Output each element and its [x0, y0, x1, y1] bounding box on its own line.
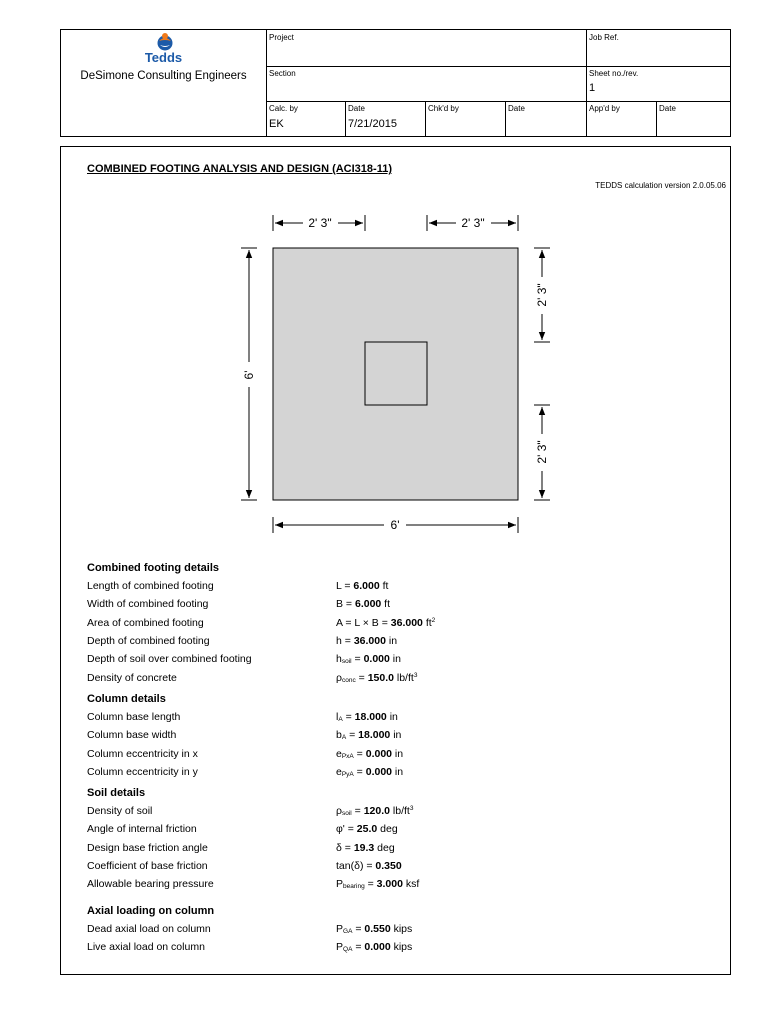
- footing-plan-drawing: [61, 147, 730, 547]
- value-number: 36.000: [390, 616, 423, 629]
- top-left-dim-label: 2' 3": [308, 216, 332, 230]
- value-equals: =: [342, 711, 355, 723]
- parameter-value: [336, 598, 390, 610]
- divider: [266, 101, 730, 102]
- parameter-value: [336, 653, 401, 665]
- value-unit: kips: [390, 941, 413, 954]
- parameter-value: [336, 711, 398, 723]
- right-bottom-dim-label: 2' 3": [535, 440, 549, 464]
- divider: [266, 30, 267, 136]
- value-symbol: tan(δ) =: [336, 859, 376, 872]
- footing-outline: [273, 248, 518, 500]
- date-value: 7/21/2015: [348, 118, 397, 130]
- value-number: 0.000: [365, 765, 393, 778]
- parameter-label: Column base width: [87, 729, 177, 742]
- parameter-value: [336, 805, 413, 817]
- parameter-value: [336, 672, 417, 684]
- value-subscript: bearing: [343, 883, 365, 891]
- left-dim-label: 6': [242, 370, 256, 380]
- value-unit: kips: [390, 923, 413, 935]
- parameter-label: Density of soil: [87, 805, 153, 817]
- value-number: 6.000: [354, 598, 382, 611]
- value-superscript: 2: [431, 616, 436, 624]
- value-subscript: PyA: [341, 770, 354, 778]
- value-number: 150.0: [367, 671, 394, 684]
- section-heading: Column details: [87, 693, 166, 705]
- value-symbol: ρ: [336, 671, 342, 684]
- divider: [266, 66, 730, 67]
- parameter-value: [336, 860, 402, 872]
- parameter-value: [336, 878, 419, 890]
- parameter-value: [336, 729, 401, 741]
- value-symbol: P: [336, 923, 344, 935]
- value-unit: lb/ft: [393, 671, 414, 684]
- firm-name: DeSimone Consulting Engineers: [80, 70, 247, 82]
- right-top-dimension: [534, 248, 550, 342]
- value-unit: in: [392, 765, 404, 778]
- right-top-dim-label: 2' 3": [535, 283, 549, 307]
- divider: [505, 101, 506, 136]
- value-number: 19.3: [353, 841, 375, 854]
- value-equals: =: [352, 923, 365, 935]
- parameter-label: Column eccentricity in x: [87, 747, 198, 760]
- divider: [656, 101, 657, 136]
- section-heading: Soil details: [87, 787, 146, 799]
- tedds-globe-icon: [155, 32, 175, 52]
- value-subscript: A: [341, 734, 347, 742]
- value-symbol: h: [336, 653, 342, 666]
- calc-by-label: Calc. by: [269, 104, 298, 113]
- value-symbol: b: [336, 729, 342, 742]
- calc-by-value: EK: [269, 118, 284, 130]
- parameter-label: Coefficient of base friction: [87, 859, 208, 872]
- bottom-dimension: [273, 517, 518, 533]
- sheet-value: 1: [589, 82, 596, 94]
- value-unit: in: [385, 634, 398, 647]
- value-symbol: δ =: [336, 841, 354, 854]
- value-symbol: e: [336, 765, 342, 778]
- bottom-dim-label: 6': [390, 518, 400, 532]
- top-right-dimension: [427, 215, 518, 231]
- value-equals: =: [355, 671, 368, 684]
- value-symbol: e: [336, 747, 342, 760]
- value-subscript: conc: [341, 676, 356, 684]
- parameter-value: [336, 635, 397, 647]
- value-number: 0.550: [364, 923, 391, 935]
- value-unit: in: [392, 747, 404, 760]
- value-equals: =: [353, 765, 366, 778]
- parameter-label: Live axial load on column: [87, 941, 205, 954]
- parameter-label: Depth of combined footing: [87, 634, 210, 647]
- parameter-label: Area of combined footing: [87, 616, 204, 629]
- divider: [345, 101, 346, 136]
- parameter-label: Column base length: [87, 711, 181, 723]
- divider: [425, 101, 426, 136]
- value-unit: lb/ft: [390, 805, 410, 817]
- parameter-value: [336, 842, 395, 854]
- date-label: Date: [508, 104, 525, 113]
- parameter-value: [336, 580, 388, 592]
- value-number: 0.000: [364, 941, 391, 954]
- parameter-label: Design base friction angle: [87, 841, 208, 854]
- value-number: 0.000: [363, 653, 390, 666]
- calculation-sheet: [60, 146, 731, 975]
- value-unit: deg: [374, 841, 395, 854]
- section-heading: Combined footing details: [87, 562, 219, 574]
- divider: [586, 30, 587, 136]
- parameter-label: Allowable bearing pressure: [87, 878, 214, 891]
- value-unit: ft: [379, 580, 389, 592]
- logo-wordmark: Tedds: [144, 50, 183, 65]
- value-equals: =: [353, 747, 366, 760]
- page-title: COMBINED FOOTING ANALYSIS AND DESIGN (ACI318-11): [87, 163, 392, 175]
- value-subscript: soil: [341, 810, 352, 817]
- value-unit: in: [386, 711, 398, 723]
- value-symbol: φ' =: [336, 823, 357, 836]
- value-superscript: 3: [413, 671, 418, 679]
- value-subscript: PxA: [341, 752, 354, 760]
- date-label: Date: [348, 104, 365, 113]
- title-block: [60, 29, 731, 137]
- approved-by-label: App'd by: [589, 104, 620, 113]
- section-heading: Axial loading on column: [87, 905, 215, 917]
- parameter-label: Column eccentricity in y: [87, 765, 198, 778]
- top-right-dim-label: 2' 3": [461, 216, 485, 230]
- parameter-label: Density of concrete: [87, 671, 177, 684]
- parameter-label: Width of combined footing: [87, 598, 209, 611]
- value-number: 18.000: [354, 711, 387, 723]
- value-superscript: 3: [409, 805, 414, 812]
- parameter-label: Depth of soil over combined footing: [87, 653, 252, 666]
- value-equals: =: [351, 653, 364, 666]
- parameter-value: [336, 941, 412, 953]
- value-unit: ksf: [402, 878, 420, 891]
- parameter-label: Length of combined footing: [87, 580, 214, 592]
- value-number: 120.0: [363, 805, 390, 817]
- top-left-dimension: [273, 215, 365, 231]
- value-symbol: B =: [336, 598, 355, 611]
- parameter-label: Dead axial load on column: [87, 923, 211, 935]
- value-number: 6.000: [353, 580, 380, 592]
- left-dimension: [241, 248, 257, 500]
- value-subscript: GA: [343, 928, 353, 935]
- value-number: 0.350: [375, 859, 402, 872]
- parameter-value: [336, 823, 398, 835]
- value-number: 36.000: [353, 634, 386, 647]
- right-bottom-dimension: [534, 405, 550, 500]
- value-unit: ft: [381, 598, 391, 611]
- value-symbol: P: [336, 941, 344, 954]
- value-unit: in: [389, 653, 401, 666]
- value-symbol: L =: [336, 580, 354, 592]
- value-equals: =: [351, 805, 364, 817]
- value-equals: =: [352, 941, 365, 954]
- section-label: Section: [269, 69, 296, 78]
- value-symbol: h =: [336, 634, 354, 647]
- parameter-value: [336, 766, 403, 778]
- parameter-value: [336, 923, 412, 935]
- value-symbol: ρ: [336, 805, 342, 817]
- project-label: Project: [269, 33, 294, 42]
- value-symbol: P: [336, 878, 344, 891]
- parameter-value: [336, 748, 403, 760]
- value-subscript: soil: [341, 658, 352, 666]
- value-subscript: A: [338, 716, 343, 723]
- value-subscript: QA: [343, 946, 353, 954]
- value-equals: =: [364, 878, 377, 891]
- checked-by-label: Chk'd by: [428, 104, 459, 113]
- company-logo: [61, 30, 266, 136]
- value-unit: in: [390, 729, 402, 742]
- value-symbol: A = L × B =: [336, 616, 391, 629]
- value-equals: =: [346, 729, 359, 742]
- value-number: 0.000: [365, 747, 393, 760]
- value-unit: ft: [422, 616, 432, 629]
- value-number: 25.0: [356, 823, 378, 836]
- date-label: Date: [659, 104, 676, 113]
- value-number: 18.000: [358, 729, 391, 742]
- sheet-label: Sheet no./rev.: [589, 69, 639, 78]
- parameter-label: Angle of internal friction: [87, 823, 197, 836]
- version-note: TEDDS calculation version 2.0.05.06: [595, 181, 726, 190]
- value-symbol: l: [336, 711, 339, 723]
- parameter-value: [336, 617, 435, 629]
- value-unit: deg: [377, 823, 398, 836]
- job-ref-label: Job Ref.: [589, 33, 619, 42]
- value-number: 3.000: [376, 878, 403, 891]
